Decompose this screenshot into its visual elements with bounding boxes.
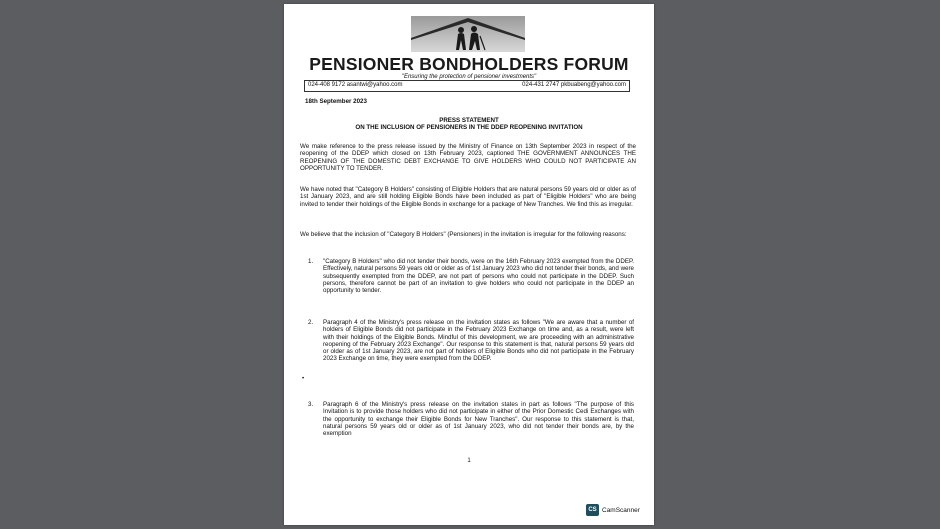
list-item-number: 3. (308, 401, 314, 408)
organization-name: PENSIONER BONDHOLDERS FORUM (309, 54, 629, 74)
document-page (284, 4, 654, 525)
forum-logo (411, 16, 525, 52)
list-item-number: 1. (308, 258, 314, 265)
camscanner-watermark (586, 504, 640, 516)
page-number: 1 (467, 458, 471, 464)
paragraph-2: We have noted that "Category B Holders" consisting of Eligible Holders that are natural persons 59 years old or older as of 1st January 2023, and are still holding Eligible Bonds have been included as part of "Eligible Holders" who are being invited to tender their holdings of the Eligible Bonds in exchange for a package of New Tranches. We find this as irregular. (300, 186, 636, 208)
contact-right: 024-431 2747 pkbuabeng@yahoo.com (522, 82, 626, 88)
list-item (308, 319, 634, 363)
list-item (308, 258, 634, 294)
camscanner-icon: CS (586, 504, 599, 516)
paragraph-1: We make reference to the press release issued by the Ministry of Finance on 13th September 2023 in respect of the reopening of the DDEP which closed on 13th February 2023, captioned THE GOVERNMENT ANNOUNCES THE REOPENING OF THE DOMESTIC DEBT EXCHANGE TO GIVE HOLDERS WHO COULD NOT PARTICIPATE AN OPPORTUNITY TO TENDER. (300, 143, 636, 172)
list-item (308, 401, 634, 437)
heading-line-1: PRESS STATEMENT (439, 117, 499, 124)
list-item-text: Paragraph 4 of the Ministry's press release on the invitation states as follows "We are aware that a number of holders of Eligible Bonds did not participate in the February 2023 Exchange on time and, as a result, were left with their holdings of the Eligible Bonds. Mindful of this development, we are proceeding with an administrative reopening of the February 2023 Exchange". Our response to this statement is that, natural persons 59 years old or older as of 1st January 2023, are not part of holders of Eligible Bonds who did not participate in the February 2023 Exchange on time, they were exempted from the DDEP. (323, 319, 634, 363)
heading-line-2: ON THE INCLUSION OF PENSIONERS IN THE DDEP REOPENING INVITATION (355, 124, 583, 132)
contact-box (304, 80, 630, 92)
pensioners-logo-icon (411, 16, 525, 52)
contact-left: 024-408 9172 asantwi@yahoo.com (308, 82, 403, 88)
statement-date: 18th September 2023 (305, 98, 367, 105)
statement-heading (284, 117, 654, 132)
list-item-text: Paragraph 6 of the Ministry's press release on the invitation states in part as follows "The purpose of this Invitation is to provide those holders who did not participate in either of the Prior Domestic Cedi Exchanges with the opportunity to exchange their Eligible Bonds for New Tranches". Our response to this statement is that, natural persons 59 years old or older as of 1st January 2023, who did not tender their bonds are, by the exemption (323, 401, 634, 438)
paragraph-3: We believe that the inclusion of "Category B Holders" (Pensioners) in the invitation is irregular for the following reasons: (300, 231, 627, 238)
list-item-text: "Category B Holders" who did not tender their bonds, were on the 16th February 2023 exempted from the DDEP. Effectively, natural persons 59 years old or older as of 1st January 2023 who did not tender their bonds, and were subsequently exempted from the DDEP, are not part of persons who could not participate in the DDEP. Such persons, therefore cannot be part of an invitation to give holders who could not participate in the DDEP an opportunity to tender. (323, 258, 634, 295)
camscanner-label: CamScanner (602, 506, 640, 514)
tagline: "Ensuring the protection of pensioner investments" (401, 74, 537, 80)
list-item-number: 2. (308, 319, 314, 326)
stray-mark: • (302, 376, 305, 382)
